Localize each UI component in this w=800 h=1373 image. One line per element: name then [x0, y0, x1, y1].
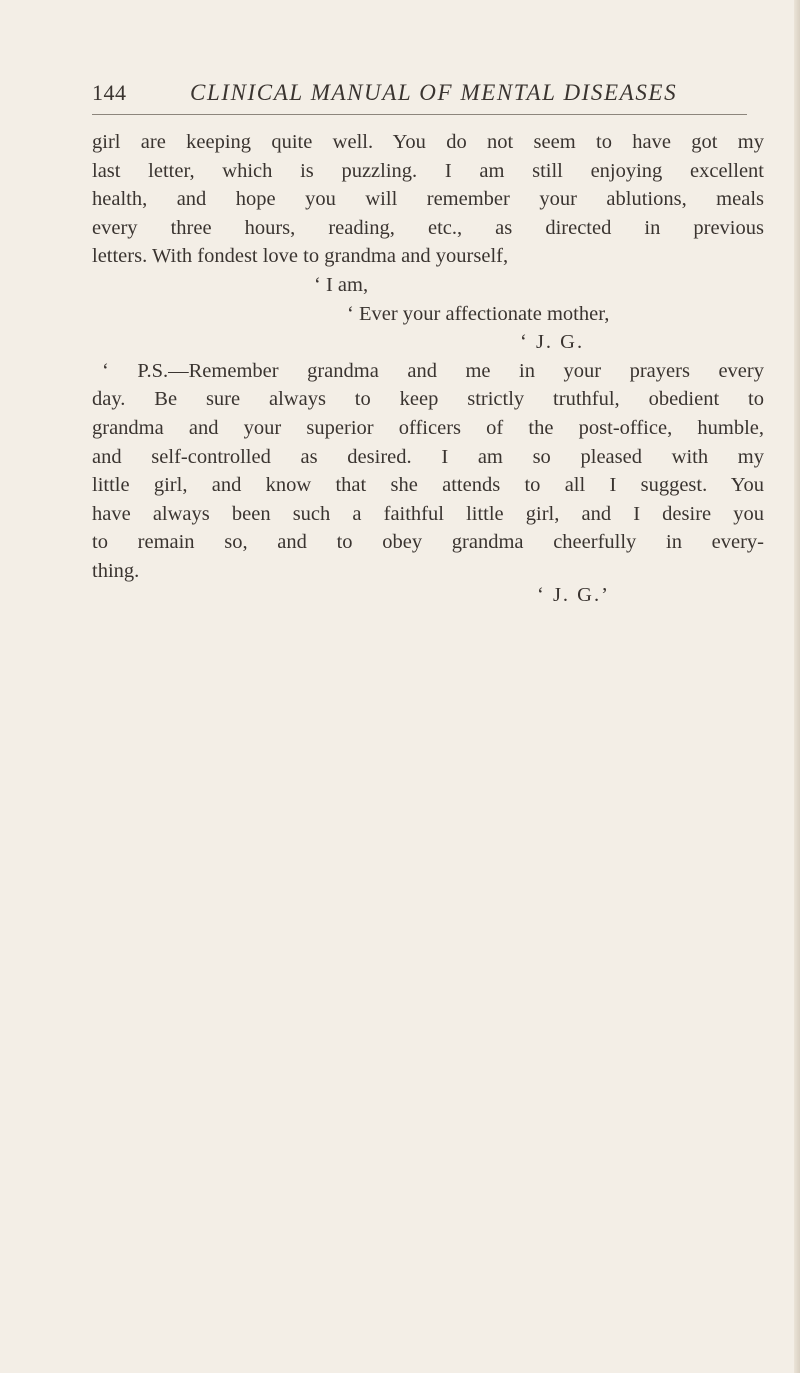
running-title: CLINICAL MANUAL OF MENTAL DISEASES — [190, 80, 678, 105]
postscript-line: and self-controlled as desired. I am so pleased with my — [92, 445, 764, 468]
text-line: health, and hope you will remember your ablutions, meals — [92, 188, 764, 211]
signature: ‘ J. G. — [520, 331, 585, 354]
page-header — [92, 74, 732, 114]
postscript-line: have always been such a faithful little girl, and I desire you — [92, 502, 764, 525]
signoff-line: ‘ I am, — [314, 273, 369, 296]
text-line: letters. With fondest love to grandma and yourself, — [92, 245, 509, 268]
postscript-line: day. Be sure always to keep strictly truthful, obedient to — [92, 388, 764, 411]
signature: ‘ J. G.’ — [537, 583, 610, 606]
letter-body — [92, 128, 764, 609]
text-line: every three hours, reading, etc., as directed in previous — [92, 216, 764, 239]
postscript-line: little girl, and know that she attends to all I suggest. You — [92, 474, 764, 497]
postscript-line: to remain so, and to obey grandma cheerfully in every- — [92, 531, 764, 554]
text-line: last letter, which is puzzling. I am still enjoying excellent — [92, 159, 764, 182]
page-edge — [794, 0, 800, 1373]
postscript-line: grandma and your superior officers of the post-office, humble, — [92, 416, 764, 439]
page-number: 144 — [92, 80, 127, 105]
text-line: girl are keeping quite well. You do not seem to have got my — [92, 131, 764, 153]
signoff-line: ‘ Ever your affectionate mother, — [347, 302, 610, 325]
header-rule — [92, 114, 747, 115]
postscript-line: thing. — [92, 559, 140, 582]
postscript-line: ‘ P.S.—Remember grandma and me in your prayers every — [102, 359, 764, 382]
